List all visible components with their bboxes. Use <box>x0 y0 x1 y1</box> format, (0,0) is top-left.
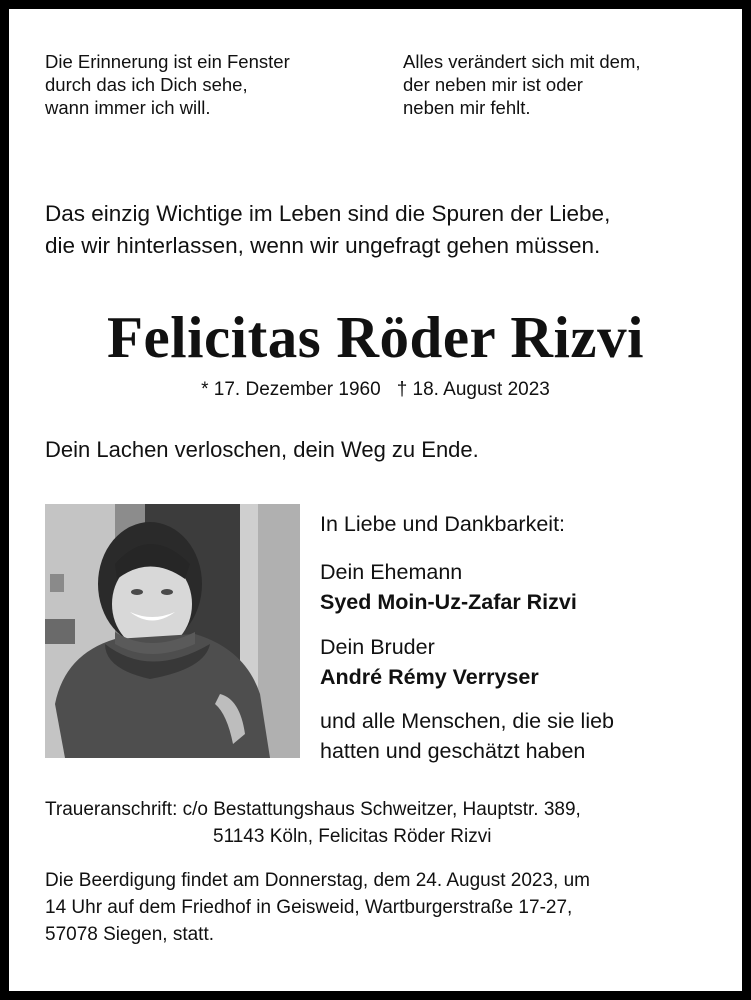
portrait-photo <box>45 504 300 758</box>
quote-left: Die Erinnerung ist ein Fenster durch das ich Dich sehe, wann immer ich will. <box>45 51 290 118</box>
quote-right: Alles verändert sich mit dem, der neben mir ist oder neben mir fehlt. <box>403 51 641 118</box>
mourners-intro: In Liebe und Dankbarkeit: <box>320 512 566 536</box>
mourning-address <box>45 796 725 850</box>
mourners-closing-line-2: hatten und geschätzt haben <box>320 739 586 763</box>
address-line-1: Traueranschrift: c/o Bestattungshaus Schweitzer, Hauptstr. 389, <box>45 799 581 820</box>
life-dates <box>0 377 751 403</box>
frame-border-right <box>742 0 751 1000</box>
mourner-relation-brother: Dein Bruder <box>320 635 435 659</box>
mourner-relation-husband: Dein Ehemann <box>320 560 463 584</box>
frame-border-bottom <box>0 991 751 1000</box>
funeral-details: Die Beerdigung findet am Donnerstag, dem 24. August 2023, um 14 Uhr auf dem Friedhof in Geisweid, Wartburgerstraße 17-27, 57078 Siegen, statt. <box>45 870 591 945</box>
mourner-name-husband: Syed Moin-Uz-Zafar Rizvi <box>320 590 577 614</box>
main-quote: Das einzig Wichtige im Leben sind die Spuren der Liebe, die wir hinterlassen, wenn wir ungefragt gehen müssen. <box>45 201 611 258</box>
farewell-line: Dein Lachen verloschen, dein Weg zu Ende. <box>45 437 479 462</box>
mourner-name-brother: André Rémy Verryser <box>320 665 539 689</box>
birth-date: * 17. Dezember 1960 <box>201 379 381 400</box>
deceased-name: Felicitas Röder Rizvi <box>106 304 644 370</box>
frame-border-left <box>0 0 9 1000</box>
frame-border-top <box>0 0 751 9</box>
address-line-2: 51143 Köln, Felicitas Röder Rizvi <box>213 826 492 847</box>
death-date: † 18. August 2023 <box>396 379 550 400</box>
mourners-closing-line-1: und alle Menschen, die sie lieb <box>320 709 615 733</box>
portrait-image <box>45 504 300 758</box>
